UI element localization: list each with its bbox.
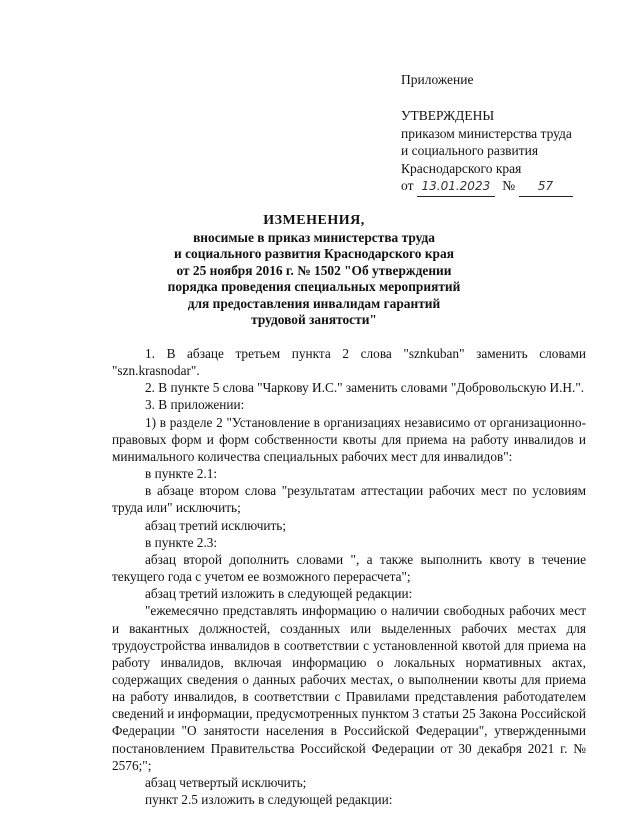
paragraph: 3. В приложении: (145, 397, 245, 413)
approval-line: УТВЕРЖДЕНЫ (401, 108, 495, 123)
title-line: порядка проведения специальных мероприятий (167, 279, 461, 294)
title-line: вносимые в приказ министерства труда (193, 229, 435, 245)
paragraph: пункт 2.5 изложить в следующей редакции: (145, 792, 393, 808)
approval-line: Краснодарского края (401, 160, 522, 176)
paragraph: 1. В абзаце третьем пункта 2 слова "sznkuban" заменить словами "szn.krasnodar". (112, 346, 586, 379)
number-prefix: № (502, 178, 516, 193)
document-body (112, 345, 586, 808)
paragraph: 2. В пункте 5 слова "Чаркову И.С." заменить словами "Добровольскую И.Н.". (145, 380, 585, 396)
paragraph: "ежемесячно представлять информацию о наличии свободных рабочих мест и вакантных должностей, созданных или выделенных рабочих местах для трудоустройства инвалидов в соответствии с установленной квотой для приема на работу инвалидов, включая информацию о локальных нормативных актах, содержащих сведения о данных рабочих местах, о выполнении квоты для приема на работу инвалидов, в соответствии с Правилами представления работодателем сведений и информации, предусмотренных пунктом 3 статьи 25 Закона Российской Федерации "О занятости населения в Российской Федерации", утвержденными постановлением Правительства Российской Федерации от 30 декабря 2021 г. № 2576;"; (112, 603, 586, 773)
paragraph: абзац четвертый исключить; (145, 774, 307, 790)
document-title (140, 213, 488, 329)
title-line: и социального развития Краснодарского края (174, 246, 454, 261)
approval-line: приказом министерства труда (401, 125, 572, 141)
title-line: от 25 ноября 2016 г. № 1502 "Об утверждении (176, 262, 452, 278)
title-line: для предоставления инвалидам гарантий (187, 295, 441, 311)
paragraph: в пункте 2.3: (145, 534, 218, 550)
paragraph: в пункте 2.1: (145, 466, 218, 482)
title-heading: ИЗМЕНЕНИЯ, (263, 213, 365, 228)
paragraph: абзац третий исключить; (145, 517, 287, 533)
order-date: 13.01.2023 (417, 178, 495, 197)
paragraph: абзац второй дополнить словами ", а также выполнить квоту в течение текущего года с учетом ее возможного перерасчета"; (112, 551, 586, 585)
paragraph: 1) в разделе 2 "Установление в организациях независимо от организационно-правовых форм и форм собственности квоты для приема на работу инвалидов и минимального количества специальных рабочих мест для инвалидов": (112, 414, 586, 464)
date-prefix: от (401, 178, 414, 193)
approval-line: и социального развития (401, 143, 539, 158)
approval-block (401, 107, 573, 197)
order-number: 57 (519, 178, 573, 197)
appendix-label: Приложение (401, 72, 474, 87)
paragraph: абзац третий изложить в следующей редакции: (145, 586, 413, 602)
paragraph: в абзаце втором слова "результатам аттестации рабочих мест по условиям труда или" исключить; (112, 483, 586, 516)
date-number-line (401, 177, 573, 197)
title-line: трудовой занятости" (251, 312, 377, 327)
